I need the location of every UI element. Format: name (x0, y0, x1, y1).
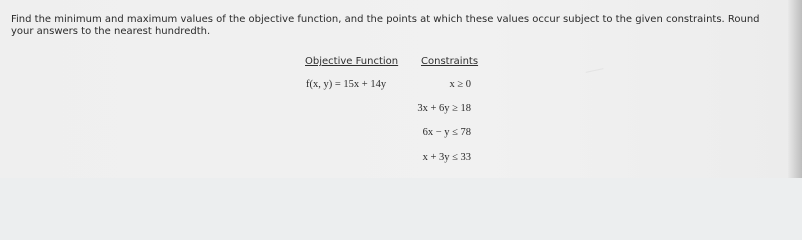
constraint-1: x ≥ 0 (449, 79, 471, 90)
problem-instructions: Find the minimum and maximum values of the objective function, and the points at which these values occur subject to the given constraints. Round your answers to the nearest hundredth. (11, 14, 760, 37)
constraint-3: 6x − y ≤ 78 (422, 127, 471, 138)
constraints-heading: Constraints (421, 56, 479, 67)
constraint-4: x + 3y ≤ 33 (422, 152, 471, 163)
objective-function-expression: f(x, y) = 15x + 14y (306, 79, 387, 90)
window-edge (788, 0, 802, 178)
faint-mark (586, 68, 605, 77)
objective-function-heading: Objective Function (305, 56, 399, 67)
constraint-2: 3x + 6y ≥ 18 (417, 103, 471, 114)
